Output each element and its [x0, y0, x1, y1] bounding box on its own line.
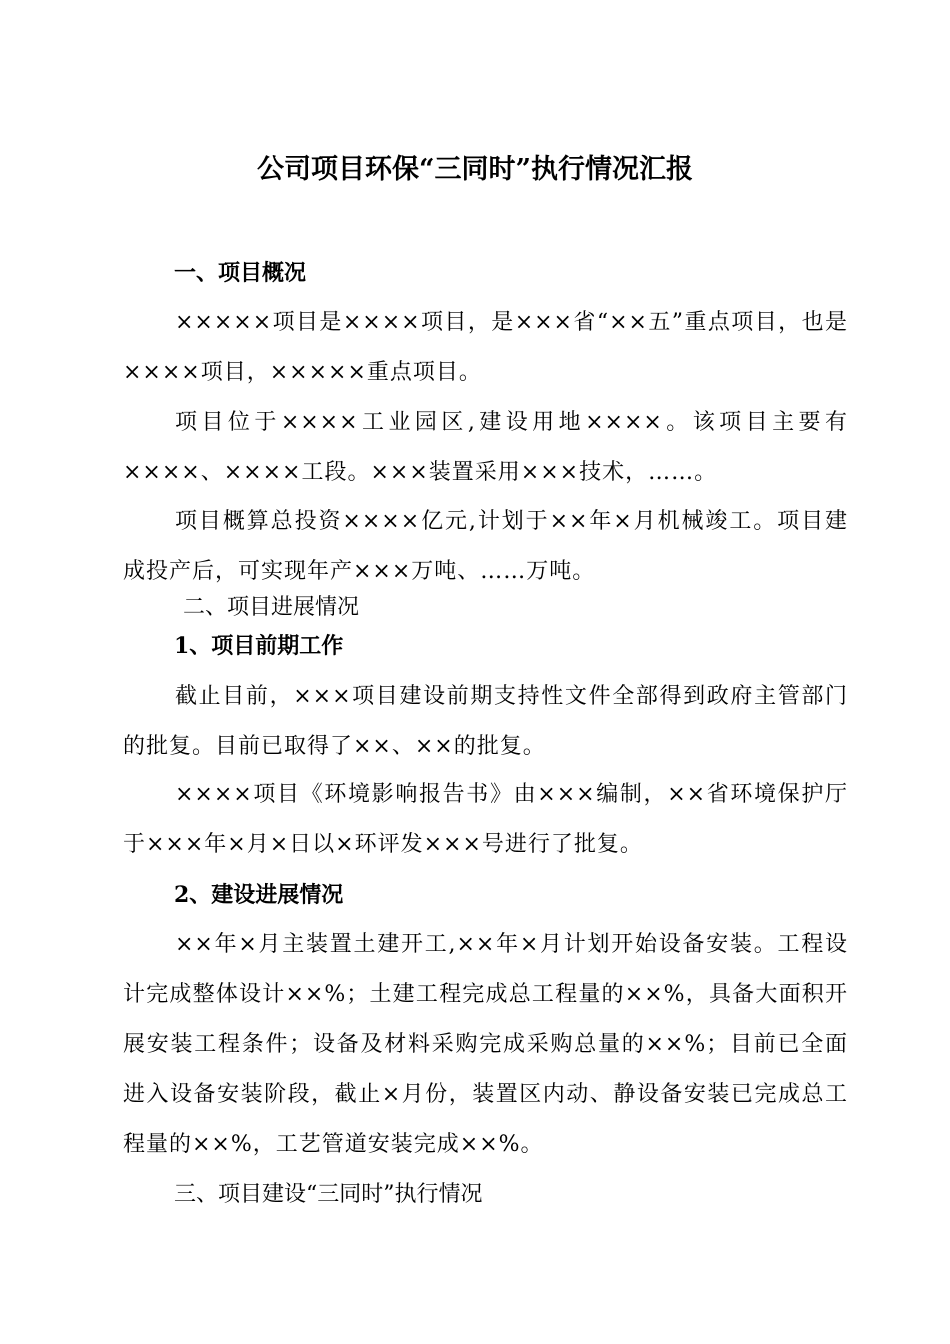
- document-title: 公司项目环保“三同时”执行情况汇报: [256, 154, 694, 185]
- section-heading-three-simultaneous: 三、项目建设“三同时”执行情况: [174, 1182, 483, 1207]
- paragraph-overview-1: ×××××项目是××××项目，是×××省“××五”重点项目，也是××××项目，×××××重点项目。: [123, 310, 848, 385]
- paragraph-overview-3: 项目概算总投资××××亿元,计划于××年×月机械竣工。项目建成投产后，可实现年产×××万吨、……万吨。: [123, 509, 848, 584]
- paragraph-preliminary-1: 截止目前，×××项目建设前期支持性文件全部得到政府主管部门的批复。目前已取得了××、××的批复。: [123, 684, 848, 759]
- subsection-heading-construction: 2、建设进展情况: [174, 882, 344, 908]
- subsection-heading-preliminary: 1、项目前期工作: [174, 633, 344, 659]
- section-heading-progress: 二、项目进展情况: [183, 595, 360, 620]
- section-heading-overview: 一、项目概况: [174, 260, 307, 286]
- paragraph-overview-2: 项目位于××××工业园区,建设用地××××。该项目主要有××××、××××工段。×××装置采用×××技术，……。: [123, 410, 848, 485]
- paragraph-preliminary-2: ××××项目《环境影响报告书》由×××编制，××省环境保护厅于×××年×月×日以×环评发×××号进行了批复。: [123, 782, 848, 857]
- paragraph-construction-1: ××年×月主装置土建开工,××年×月计划开始设备安装。工程设计完成整体设计××%；土建工程完成总工程量的××%，具备大面积开展安装工程条件；设备及材料采购完成采购总量的××%；目前已全面进入设备安装阶段，截止×月份，装置区内动、静设备安装已完成总工程量的××%，工艺管道安装完成××%。: [123, 932, 848, 1157]
